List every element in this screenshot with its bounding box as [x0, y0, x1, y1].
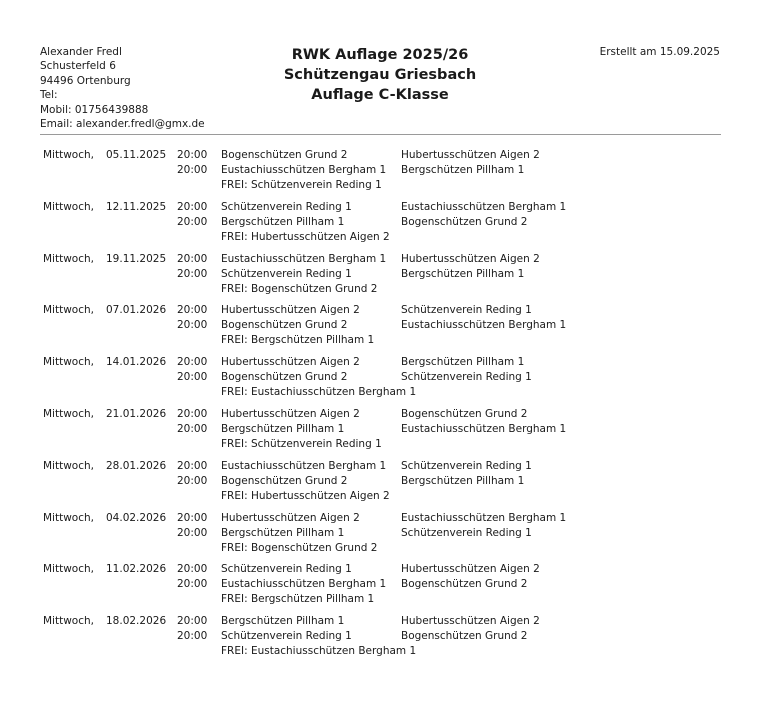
contact-phone: Tel:: [40, 89, 58, 102]
match-date: 21.01.2026: [106, 407, 167, 420]
home-team: Bogenschützen Grund 2: [221, 474, 348, 487]
bye-team: FREI: Bergschützen Pillham 1: [221, 593, 375, 606]
away-team: Hubertusschützen Aigen 2: [401, 615, 540, 628]
bye-team: FREI: Schützenverein Reding 1: [221, 437, 382, 450]
home-team: Bergschützen Pillham 1: [221, 615, 345, 628]
away-team: Schützenverein Reding 1: [401, 459, 532, 472]
away-team: Bogenschützen Grund 2: [401, 630, 528, 643]
header-divider: [40, 134, 721, 135]
contact-mobile: Mobil: 01756439888: [40, 103, 149, 116]
match-time: 20:00: [177, 578, 208, 591]
bye-team: FREI: Bogenschützen Grund 2: [221, 541, 378, 554]
match-day: Mittwoch,: [43, 459, 94, 472]
home-team: Eustachiusschützen Bergham 1: [221, 459, 387, 472]
away-team: Bergschützen Pillham 1: [401, 267, 525, 280]
schedule-entry: [0, 200, 763, 252]
match-time: 20:00: [177, 267, 208, 280]
away-team: Hubertusschützen Aigen 2: [401, 252, 540, 265]
match-date: 18.02.2026: [106, 615, 167, 628]
match-time: 20:00: [177, 526, 208, 539]
match-time: 20:00: [177, 319, 208, 332]
home-team: Bergschützen Pillham 1: [221, 422, 345, 435]
title-line-competition: RWK Auflage 2025/26: [291, 47, 469, 63]
bye-team: FREI: Eustachiusschützen Bergham 1: [221, 645, 417, 658]
match-time: 20:00: [177, 252, 208, 265]
away-team: Bergschützen Pillham 1: [401, 356, 525, 369]
away-team: Hubertusschützen Aigen 2: [401, 563, 540, 576]
match-time: 20:00: [177, 459, 208, 472]
match-day: Mittwoch,: [43, 615, 94, 628]
away-team: Bergschützen Pillham 1: [401, 474, 525, 487]
match-date: 07.01.2026: [106, 304, 167, 317]
away-team: Eustachiusschützen Bergham 1: [401, 319, 567, 332]
match-date: 11.02.2026: [106, 563, 167, 576]
away-team: Bergschützen Pillham 1: [401, 164, 525, 176]
contact-city: 94496 Ortenburg: [40, 74, 131, 87]
schedule-entry: [0, 511, 763, 563]
match-date: 28.01.2026: [106, 459, 167, 472]
match-time: 20:00: [177, 422, 208, 435]
contact-block: [40, 45, 205, 131]
match-date: 19.11.2025: [106, 252, 167, 265]
away-team: Bogenschützen Grund 2: [401, 407, 528, 420]
schedule-entry: [0, 407, 763, 459]
match-time: 20:00: [177, 304, 208, 317]
match-day: Mittwoch,: [43, 304, 94, 317]
home-team: Bergschützen Pillham 1: [221, 215, 345, 228]
home-team: Schützenverein Reding 1: [221, 563, 352, 576]
match-day: Mittwoch,: [43, 511, 94, 524]
home-team: Bogenschützen Grund 2: [221, 371, 348, 384]
away-team: Schützenverein Reding 1: [401, 526, 532, 539]
bye-team: FREI: Bogenschützen Grund 2: [221, 282, 378, 295]
home-team: Bogenschützen Grund 2: [221, 319, 348, 332]
match-time: 20:00: [177, 215, 208, 228]
schedule-list: [0, 148, 763, 666]
home-team: Hubertusschützen Aigen 2: [221, 511, 360, 524]
match-time: 20:00: [177, 149, 208, 161]
schedule-entry: [0, 459, 763, 511]
home-team: Schützenverein Reding 1: [221, 200, 352, 213]
bye-team: FREI: Hubertusschützen Aigen 2: [221, 489, 390, 502]
home-team: Schützenverein Reding 1: [221, 630, 352, 643]
home-team: Hubertusschützen Aigen 2: [221, 304, 360, 317]
away-team: Eustachiusschützen Bergham 1: [401, 200, 567, 213]
schedule-entry: [0, 355, 763, 407]
home-team: Eustachiusschützen Bergham 1: [221, 578, 387, 591]
home-team: Bogenschützen Grund 2: [221, 149, 348, 161]
schedule-entry: [0, 252, 763, 304]
match-time: 20:00: [177, 200, 208, 213]
schedule-entry: [0, 562, 763, 614]
bye-team: FREI: Bergschützen Pillham 1: [221, 334, 375, 347]
home-team: Eustachiusschützen Bergham 1: [221, 164, 387, 176]
match-time: 20:00: [177, 164, 208, 176]
home-team: Hubertusschützen Aigen 2: [221, 356, 360, 369]
away-team: Schützenverein Reding 1: [401, 304, 532, 317]
match-time: 20:00: [177, 371, 208, 384]
match-date: 04.02.2026: [106, 511, 167, 524]
away-team: Bogenschützen Grund 2: [401, 215, 528, 228]
contact-email: Email: alexander.fredl@gmx.de: [40, 118, 205, 131]
document-title: [230, 45, 530, 105]
match-time: 20:00: [177, 407, 208, 420]
match-time: 20:00: [177, 615, 208, 628]
match-day: Mittwoch,: [43, 563, 94, 576]
bye-team: FREI: Eustachiusschützen Bergham 1: [221, 386, 417, 399]
contact-name: Alexander Fredl: [40, 46, 122, 58]
away-team: Eustachiusschützen Bergham 1: [401, 511, 567, 524]
home-team: Bergschützen Pillham 1: [221, 526, 345, 539]
created-date: Erstellt am 15.09.2025: [599, 46, 720, 58]
bye-team: FREI: Hubertusschützen Aigen 2: [221, 230, 390, 243]
contact-street: Schusterfeld 6: [40, 60, 116, 73]
match-day: Mittwoch,: [43, 407, 94, 420]
home-team: Schützenverein Reding 1: [221, 267, 352, 280]
match-date: 14.01.2026: [106, 356, 167, 369]
match-time: 20:00: [177, 356, 208, 369]
match-time: 20:00: [177, 511, 208, 524]
match-time: 20:00: [177, 563, 208, 576]
match-date: 12.11.2025: [106, 200, 167, 213]
away-team: Schützenverein Reding 1: [401, 371, 532, 384]
match-day: Mittwoch,: [43, 149, 94, 161]
match-date: 05.11.2025: [106, 149, 167, 161]
match-day: Mittwoch,: [43, 200, 94, 213]
bye-team: FREI: Schützenverein Reding 1: [221, 179, 382, 191]
schedule-entry: [0, 614, 763, 666]
away-team: Eustachiusschützen Bergham 1: [401, 422, 567, 435]
match-time: 20:00: [177, 630, 208, 643]
schedule-entry: [0, 303, 763, 355]
match-day: Mittwoch,: [43, 252, 94, 265]
home-team: Hubertusschützen Aigen 2: [221, 407, 360, 420]
match-time: 20:00: [177, 474, 208, 487]
away-team: Bogenschützen Grund 2: [401, 578, 528, 591]
away-team: Hubertusschützen Aigen 2: [401, 149, 540, 161]
title-line-district: Schützengau Griesbach: [283, 67, 477, 83]
match-day: Mittwoch,: [43, 356, 94, 369]
home-team: Eustachiusschützen Bergham 1: [221, 252, 387, 265]
title-line-class: Auflage C-Klasse: [311, 87, 449, 103]
schedule-entry: [0, 148, 763, 200]
